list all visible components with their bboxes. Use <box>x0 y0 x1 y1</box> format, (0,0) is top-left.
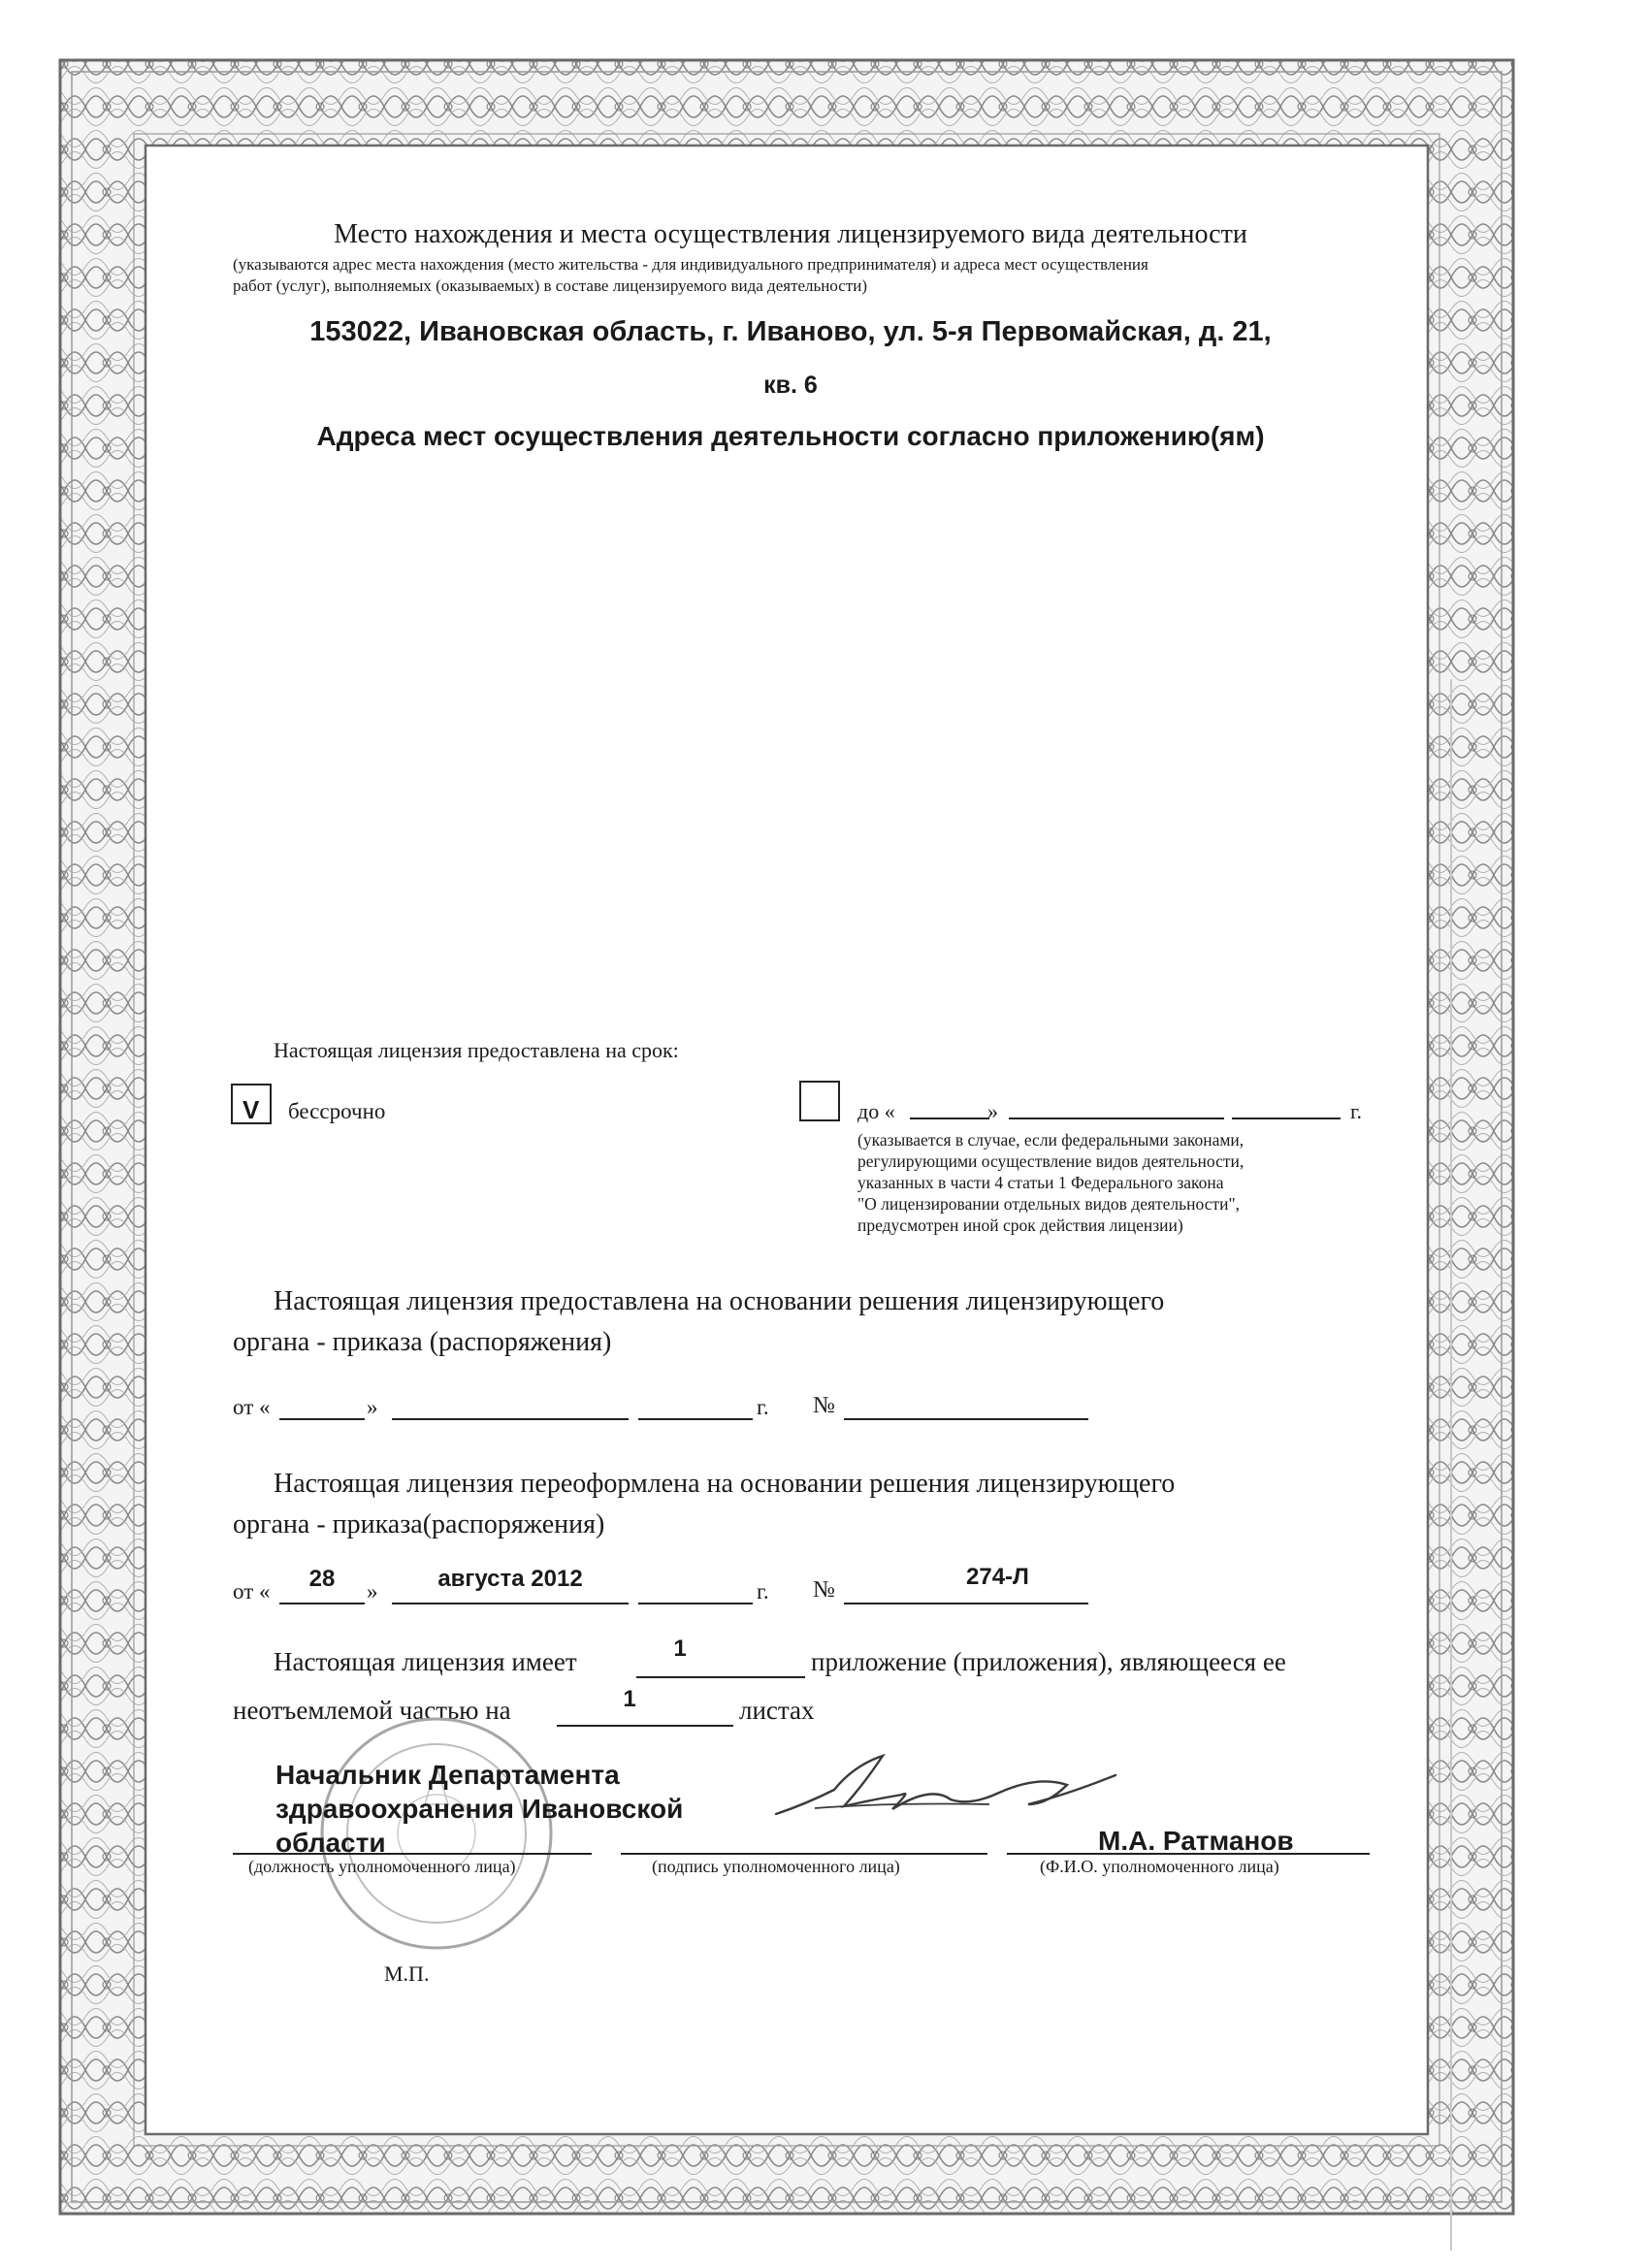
until-checkbox <box>799 1081 840 1121</box>
until-mid: » <box>987 1099 998 1123</box>
reissue-number-label: № <box>813 1577 835 1603</box>
basis-from-prefix: от « <box>233 1395 271 1419</box>
basis-number-label: № <box>813 1393 835 1418</box>
reissue-day: 28 <box>308 1566 336 1592</box>
appendix-count-line <box>636 1676 805 1678</box>
checkbox-mark: V <box>242 1095 260 1124</box>
header-note-line-2: работ (услуг), выполняемых (оказываемых) в составе лицензируемого вида деятельности) <box>233 276 868 295</box>
appendix-text-2: приложение (приложения), являющееся ее <box>811 1647 1286 1676</box>
basis-number-line <box>844 1418 1088 1420</box>
caption-signature: (подпись уполномоченного лица) <box>652 1857 900 1876</box>
basis-month-line <box>392 1418 629 1420</box>
basis-line-1: Настоящая лицензия предоставлена на основании решения лицензирующего <box>274 1286 1165 1316</box>
reissue-line-2: органа - приказа(распоряжения) <box>233 1509 605 1539</box>
reissue-day-line <box>279 1603 365 1604</box>
header-title: Место нахождения и места осуществления лицензируемого вида деятельности <box>334 219 1247 249</box>
reissue-year-line <box>638 1603 753 1604</box>
caption-position: (должность уполномоченного лица) <box>248 1857 516 1876</box>
signature-line <box>621 1853 987 1855</box>
basis-day-line <box>279 1418 365 1420</box>
signatory-name: М.А. Ратманов <box>1098 1826 1294 1856</box>
unlimited-label: бессрочно <box>288 1099 386 1123</box>
handwritten-signature <box>747 1746 1154 1843</box>
stamp-label: М.П. <box>384 1961 430 1986</box>
until-year-line <box>1232 1118 1341 1119</box>
caption-name: (Ф.И.О. уполномоченного лица) <box>1040 1857 1279 1876</box>
basis-year-suffix: г. <box>757 1395 769 1419</box>
reissue-year-suffix: г. <box>757 1579 769 1604</box>
appendix-sheets: 1 <box>623 1686 636 1712</box>
until-suffix: г. <box>1350 1099 1363 1123</box>
signatory-position-line: Начальник Департамента <box>275 1760 620 1790</box>
term-note <box>857 1129 1362 1236</box>
basis-year-line <box>638 1418 753 1420</box>
signatory-position-line: области <box>275 1828 386 1858</box>
term-note-line: предусмотрен иной срок действия лицензии) <box>857 1215 1183 1235</box>
term-note-line: указанных в части 4 статьи 1 Федерального закона <box>857 1173 1224 1192</box>
reissue-number-line <box>844 1603 1088 1604</box>
signatory-position-line: здравоохранения Ивановской <box>275 1794 684 1824</box>
basis-from-mid: » <box>367 1395 378 1419</box>
address-line-2: кв. 6 <box>763 372 818 399</box>
appendix-text-1: Настоящая лицензия имеет <box>274 1647 577 1676</box>
reissue-month-line <box>392 1603 629 1604</box>
reissue-from-mid: » <box>367 1579 378 1604</box>
term-note-line: (указывается в случае, если федеральными законами, <box>857 1130 1245 1150</box>
reissue-from-prefix: от « <box>233 1579 271 1604</box>
address-line-3: Адреса мест осуществления деятельности согласно приложению(ям) <box>316 421 1265 451</box>
reissue-number: 274-Л <box>966 1564 1029 1590</box>
position-line <box>233 1853 592 1855</box>
basis-line-2: органа - приказа (распоряжения) <box>233 1327 612 1357</box>
appendix-count: 1 <box>673 1636 687 1662</box>
until-month-line <box>1009 1118 1224 1119</box>
until-day-line <box>910 1118 989 1119</box>
unlimited-checkbox <box>231 1084 272 1124</box>
reissue-line-1: Настоящая лицензия переоформлена на основании решения лицензирующего <box>274 1469 1176 1499</box>
header-note-line-1: (указываются адрес места нахождения (место жительства - для индивидуального предпринимателя) и адреса мест осуществления <box>233 255 1148 274</box>
appendix-text-4: листах <box>739 1696 815 1725</box>
reissue-month-year: августа 2012 <box>437 1566 583 1592</box>
term-note-line: регулирующими осуществление видов деятельности, <box>857 1151 1245 1171</box>
header-note <box>233 255 1436 296</box>
term-note-line: "О лицензировании отдельных видов деятельности", <box>857 1194 1240 1214</box>
term-intro: Настоящая лицензия предоставлена на срок: <box>274 1038 679 1062</box>
appendix-text-3: неотъемлемой частью на <box>233 1696 511 1725</box>
address-line-1: 153022, Ивановская область, г. Иваново, ул. 5-я Первомайская, д. 21, <box>309 316 1272 347</box>
until-prefix: до « <box>857 1099 895 1123</box>
signatory-position <box>275 1758 683 1860</box>
